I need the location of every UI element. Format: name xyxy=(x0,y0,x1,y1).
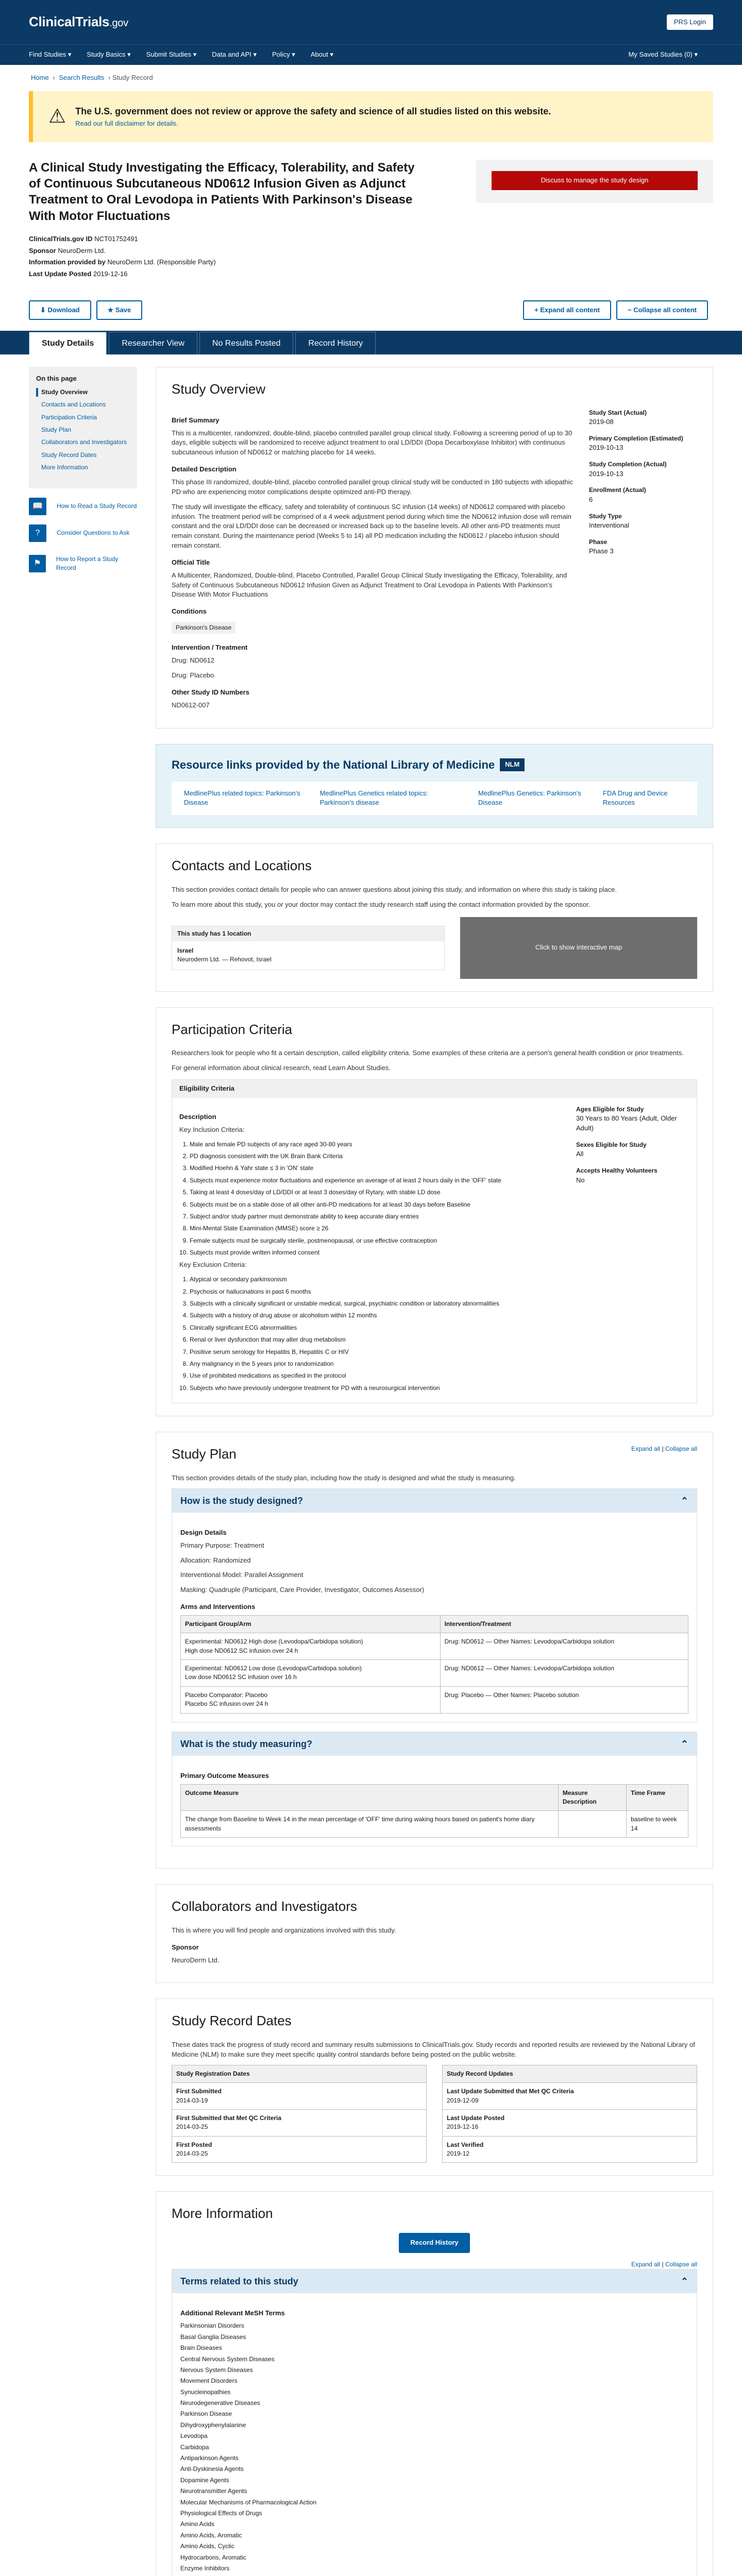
dates-section xyxy=(156,1998,713,2176)
contacts-text-2: To learn more about this study, you or your doctor may contact the study research staff using the contact information provided by the sponsor. xyxy=(172,900,591,908)
study-meta xyxy=(0,224,742,290)
sidebar-item-more[interactable]: More Information xyxy=(41,464,88,471)
fact-value: 2019-10-13 xyxy=(589,469,623,478)
other-id: ND0612-007 xyxy=(172,701,210,709)
fact-label: Ages Eligible for Study xyxy=(576,1105,644,1113)
overview-heading: Study Overview xyxy=(172,381,266,397)
fact-value: Interventional xyxy=(589,521,630,530)
chevron-up-icon: ⌃ xyxy=(680,1738,688,1749)
official-title: A Multicenter, Randomized, Double-blind, Placebo Controlled, Parallel Group Clinical Study Investigating the Efficacy, Tolerability, and Safety of Continuous Subcutaneous ND0612 Infusion Given as Adjunct Treatment to Oral Levodopa in Patients With Parkinson's Disease With Motor Fluctuations xyxy=(172,571,567,599)
study-overview-section xyxy=(156,367,713,728)
location-site: Neuroderm Ltd. — Rehovot, Israel xyxy=(177,956,272,963)
disclaimer-alert xyxy=(29,91,713,142)
updated-value: 2019-12-16 xyxy=(93,270,128,278)
list-item: 9. Use of prohibited medications as specified in the protocol xyxy=(190,1371,561,1380)
list-item: 10. Subjects must provide written informed consent xyxy=(190,1248,561,1257)
mesh-term: Levodopa xyxy=(180,2432,208,2440)
more-collapse-all[interactable]: Collapse all xyxy=(665,2261,697,2268)
collab-sponsor: NeuroDerm Ltd. xyxy=(172,1956,220,1964)
tab-record-history[interactable]: Record History xyxy=(295,332,376,354)
mesh-term: Brain Diseases xyxy=(180,2344,222,2352)
sidebar-item-overview[interactable]: Study Overview xyxy=(36,388,130,397)
sidebar-item-collaborators[interactable]: Collaborators and Investigators xyxy=(41,438,127,446)
nav-find-studies[interactable]: Find Studies ▾ xyxy=(29,50,72,59)
fact-label: Accepts Healthy Volunteers xyxy=(576,1167,657,1175)
nav-study-basics[interactable]: Study Basics ▾ xyxy=(87,50,131,59)
breadcrumb-current: Study Record xyxy=(112,74,153,81)
mesh-term: Amino Acids, Cyclic xyxy=(180,2543,234,2550)
prs-login-button[interactable]: PRS Login xyxy=(667,14,713,30)
sponsor-value: NeuroDerm Ltd. xyxy=(58,246,106,255)
conditions-label: Conditions xyxy=(172,607,207,616)
detailed-description-2: The study will investigate the efficacy, safety and tolerability of continuous SC infusion (14 weeks) of ND0612 compared with placebo infusion. The treatment period will be comprised of a 4 week adjustment period during which time the ND0612 infusion dose will remain constant and the oral LD/DDI dose can be decreased or increased back up to the baseline levels. All other anti-PD treatments must remain constant. During the maintenance period (Weeks 5 to 14) all PD medication including the ND0612 / placebo infusion should remain constant. xyxy=(172,502,571,550)
book-icon: 📖 xyxy=(29,498,46,515)
help-read-record[interactable]: 📖 How to Read a Study Record xyxy=(29,498,137,515)
table-header: Intervention/Treatment xyxy=(440,1615,688,1633)
list-item: 7. Subject and/or study partner must demonstrate ability to keep accurate diary entries xyxy=(190,1212,561,1221)
collab-sponsor-label: Sponsor xyxy=(172,1943,199,1951)
list-item: 1. Male and female PD subjects of any race aged 30-80 years xyxy=(190,1140,561,1149)
update-dates-table: Study Record Updates Last Update Submitted that Met QC Criteria 2019-12-09 Last Update Posted 2019-12-16 Last Verified 2019-12 xyxy=(442,2065,697,2163)
sidebar xyxy=(29,367,137,2576)
contacts-section xyxy=(156,843,713,991)
criteria-text: Researchers look for people who fit a certain description, called eligibility criteria. Some examples of these criteria are a person's general health condition or prior treatments. xyxy=(172,1049,684,1057)
nav-policy[interactable]: Policy ▾ xyxy=(272,50,295,59)
info-label: Information provided by xyxy=(29,258,106,266)
terms-accordion-header[interactable]: Terms related to this study ⌃ xyxy=(172,2269,697,2293)
design-details-label: Design Details xyxy=(180,1528,227,1536)
description-label: Description xyxy=(179,1112,216,1121)
inclusion-label: Key Inclusion Criteria: xyxy=(179,1125,245,1133)
chevron-up-icon: ⌃ xyxy=(680,2276,688,2287)
outcome-table: Outcome Measure Measure Description Time Frame The change from Baseline to Week 14 in the mean percentage of 'OFF' time during waking hours based on patient's home diary assessments baseline to week 14 xyxy=(180,1784,688,1838)
sidebar-item-criteria[interactable]: Participation Criteria xyxy=(41,413,97,421)
condition-chip[interactable]: Parkinson's Disease xyxy=(172,622,235,634)
nct-label: ClinicalTrials.gov ID xyxy=(29,234,93,243)
terms-accordion xyxy=(172,2269,697,2576)
nlm-link[interactable]: MedlinePlus Genetics: Parkinson's Disease xyxy=(478,789,581,807)
list-item: 8. Any malignancy in the 5 years prior to randomization xyxy=(190,1360,561,1368)
mesh-term: Movement Disorders xyxy=(180,2377,238,2385)
arms-table xyxy=(180,1615,688,1714)
collaborators-section xyxy=(156,1884,713,1983)
mesh-terms-label: Additional Relevant MeSH Terms xyxy=(180,2309,285,2317)
disclaimer-link[interactable]: Read our full disclaimer for details. xyxy=(75,120,178,128)
record-history-button[interactable]: Record History xyxy=(399,2233,469,2253)
brief-summary-label: Brief Summary xyxy=(172,416,220,424)
fact-label: Primary Completion (Estimated) xyxy=(589,434,683,442)
save-button[interactable]: ★ Save xyxy=(96,300,143,320)
mesh-term: Amino Acids, Aromatic xyxy=(180,2531,242,2539)
intervention-item: Drug: ND0612 xyxy=(172,656,215,665)
mesh-term: Parkinson Disease xyxy=(180,2410,232,2418)
sidebar-heading: On this page xyxy=(36,375,77,383)
mesh-term: Dopamine Agents xyxy=(180,2476,229,2484)
mesh-term: Anti-Dyskinesia Agents xyxy=(180,2465,244,2473)
dates-heading: Study Record Dates xyxy=(172,2013,292,2029)
nlm-link[interactable]: MedlinePlus related topics: Parkinson's Disease xyxy=(184,789,300,807)
mesh-term: Antiparkinson Agents xyxy=(180,2454,239,2462)
table-row: Experimental: ND0612 Low dose (Levodopa/Carbidopa solution) Low dose ND0612 SC infusion over 16 h Drug: ND0612 — Other Names: Levodopa/Carbidopa solution xyxy=(181,1660,688,1687)
question-icon: ? xyxy=(29,524,46,542)
nav-data-api[interactable]: Data and API ▾ xyxy=(212,50,257,59)
nlm-title: Resource links provided by the National Library of Medicine xyxy=(172,758,495,771)
arms-label: Arms and Interventions xyxy=(180,1603,256,1611)
contacts-text: This section provides contact details for people who can answer questions about joining this study, and information on where this study is taking place. xyxy=(172,885,617,893)
collab-heading: Collaborators and Investigators xyxy=(172,1899,357,1914)
overview-facts xyxy=(589,409,697,716)
list-item: 3. Subjects with a clinically significant or unstable medical, surgical, psychiatric condition or laboratory abnormalities xyxy=(190,1299,561,1308)
nct-id: NCT01752491 xyxy=(94,234,138,243)
design-item: Primary Purpose: Treatment xyxy=(180,1541,264,1549)
mesh-term: Amino Acids xyxy=(180,2520,215,2528)
fact-label: Study Completion (Actual) xyxy=(589,461,667,468)
mesh-term: Carbidopa xyxy=(180,2443,209,2451)
fact-value: No xyxy=(576,1176,585,1184)
breadcrumb: Home › Search Results › Study Record xyxy=(31,74,153,81)
alert-title: The U.S. government does not review or approve the safety and science of all studies listed on this website. xyxy=(75,106,551,116)
more-expand-all[interactable]: Expand all xyxy=(631,2261,661,2268)
nlm-resources xyxy=(156,744,713,828)
fact-value: 6 xyxy=(589,495,593,503)
mesh-term: Synucleinopathies xyxy=(180,2388,231,2396)
collapse-all-button[interactable]: − Collapse all content xyxy=(616,300,708,320)
nlm-link[interactable]: FDA Drug and Device Resources xyxy=(602,789,668,807)
mesh-term: Parkinsonian Disorders xyxy=(180,2322,245,2330)
mesh-term: Central Nervous System Diseases xyxy=(180,2355,275,2363)
collab-text: This is where you will find people and organizations involved with this study. xyxy=(172,1926,396,1934)
exclusion-list xyxy=(179,1275,561,1393)
fact-label: Study Type xyxy=(589,512,622,520)
list-item: 6. Subjects must be on a stable dose of all other anti-PD medications for at least 30 days before Baseline xyxy=(190,1200,561,1209)
criteria-heading: Participation Criteria xyxy=(172,1021,293,1037)
dates-text: These dates track the progress of study record and summary results submissions to ClinicalTrials.gov. Study records and reported results are reviewed by the National Library of Medicine (NLM) to make sure they meet specific quality control standards before being posted on the public website. xyxy=(172,2041,695,2058)
list-item: 5. Taking at least 4 doses/day of LD/DDI or at least 3 doses/day of Rytary, with stable LD dose xyxy=(190,1188,561,1197)
mesh-term: Enzyme Inhibitors xyxy=(180,2564,230,2572)
fact-value: 2019-08 xyxy=(589,418,614,426)
list-item: 4. Subjects must experience motor fluctuations and experience an average of at least 2 hours daily in the 'OFF' state xyxy=(190,1176,561,1185)
list-item: 6. Renal or liver dysfunction that may alter drug metabolism xyxy=(190,1335,561,1344)
tab-no-results[interactable]: No Results Posted xyxy=(199,332,294,354)
list-item: 2. PD diagnosis consistent with the UK Brain Bank Criteria xyxy=(190,1152,561,1161)
measure-accordion xyxy=(172,1732,697,1847)
more-info-section: More Information Record History Expand all | Collapse all Terms related to this study ⌃ Additional Relevant MeSH Terms Parkinsonian Disorders Basal Ganglia Diseases Brain Diseases Central Nervous System Diseases Nervous System Diseases Movement Disorders Synucleinopathies Neurodegenerative Diseases Parkinson Disease Dihydroxyphenylalanine Levodopa Carbidopa Antiparkinson Agents Anti-Dyskinesia Agents Dopamine Agents Neurotransmitter Agents Molecular Mechanisms of Pharmacological Action Physiological Effects of Drugs Amino Acids Amino Acids, Aromatic Amino Acids, Cyclic Hydrocarbons, Aromatic Enzyme Inhibitors xyxy=(156,2191,713,2576)
intervention-label: Intervention / Treatment xyxy=(172,643,248,652)
nlm-link[interactable]: MedlinePlus Genetics related topics: Parkinson's disease xyxy=(319,789,428,807)
fact-value: All xyxy=(576,1150,584,1158)
primary-outcome-label: Primary Outcome Measures xyxy=(180,1771,269,1780)
list-item: 9. Female subjects must be surgically sterile, postmenopausal, or use effective contraception xyxy=(190,1236,561,1245)
location-count: This study has 1 location xyxy=(172,926,444,941)
list-item: 10. Subjects who have previously undergone treatment for PD with a neurosurgical intervention xyxy=(190,1384,561,1393)
official-title-label: Official Title xyxy=(172,558,210,566)
chevron-up-icon: ⌃ xyxy=(680,1495,688,1506)
criteria-section xyxy=(156,1007,713,1417)
table-row: Placebo Comparator: Placebo Placebo SC infusion over 24 h Drug: Placebo — Other Names: Placebo solution xyxy=(181,1686,688,1713)
fact-label: Phase xyxy=(589,538,608,546)
table-row: Experimental: ND0612 High dose (Levodopa/Carbidopa solution) High dose ND0612 SC infusion over 24 h Drug: ND0612 — Other Names: Levodopa/Carbidopa solution xyxy=(181,1633,688,1660)
list-item: 2. Psychosis or hallucinations in past 6 months xyxy=(190,1287,561,1296)
list-item: 3. Modified Hoehn & Yahr state ≤ 3 in 'ON' state xyxy=(190,1164,561,1173)
expand-all-button[interactable]: + Expand all content xyxy=(523,300,611,320)
help-report[interactable]: ⚑ How to Report a Study Record xyxy=(29,551,137,577)
mesh-term: Basal Ganglia Diseases xyxy=(180,2333,246,2341)
list-item: 7. Positive serum serology for Hepatitis B, Hepatitis C or HIV xyxy=(190,1348,561,1357)
design-item: Allocation: Randomized xyxy=(180,1556,251,1564)
breadcrumb-home[interactable]: Home xyxy=(31,74,49,81)
brief-summary: This is a multicenter, randomized, double-blind, placebo controlled parallel group clinical study. Following a screening period of up to 30 days, eligible subjects will be randomized to receive adjunct treatment to oral LD/DDI (Dopa Decarboxylase Inhibitor) with continuous subcutaneous infusion of ND0612 or matching placebo for 14 weeks. xyxy=(172,429,572,456)
design-accordion-header[interactable]: How is the study designed? ⌃ xyxy=(172,1489,697,1513)
fact-label: Sexes Eligible for Study xyxy=(576,1141,647,1148)
breadcrumb-search[interactable]: Search Results xyxy=(59,74,105,81)
fact-value: 2019-10-13 xyxy=(589,444,623,452)
list-item: 1. Atypical or secondary parkinsonism xyxy=(190,1275,561,1284)
criteria-text-2: For general information about clinical research, read Learn About Studies. xyxy=(172,1064,391,1072)
plan-expand-all[interactable]: Expand all xyxy=(631,1445,661,1453)
contacts-heading: Contacts and Locations xyxy=(172,858,312,874)
design-note[interactable]: Discuss to manage the study design xyxy=(492,171,698,190)
mesh-term: Neurotransmitter Agents xyxy=(180,2487,247,2495)
download-button[interactable]: ⬇ Download xyxy=(29,300,91,320)
site-header xyxy=(0,0,742,65)
eligibility-box-title: Eligibility Criteria xyxy=(172,1080,697,1098)
sidebar-item-contacts[interactable]: Contacts and Locations xyxy=(41,401,106,409)
updated-label: Last Update Posted xyxy=(29,270,92,278)
help-questions[interactable]: ? Consider Questions to Ask xyxy=(29,524,137,542)
location-country: Israel xyxy=(177,946,194,954)
sponsor-label: Sponsor xyxy=(29,246,56,255)
location-map[interactable]: Click to show interactive map xyxy=(460,917,697,979)
sidebar-item-plan[interactable]: Study Plan xyxy=(41,426,72,434)
list-item: 8. Mini-Mental State Examination (MMSE) score ≥ 26 xyxy=(190,1224,561,1233)
mesh-term: Molecular Mechanisms of Pharmacological Action xyxy=(180,2498,317,2506)
mesh-term: Nervous System Diseases xyxy=(180,2366,253,2374)
table-header: Participant Group/Arm xyxy=(181,1615,441,1633)
detailed-description: This phase III randomized, double-blind, placebo controlled parallel group clinical study will be conducted in 180 subjects with idiopathic PD who are experiencing motor complications despite optimized anti-PD therapy. xyxy=(172,478,574,496)
registration-dates-table: Study Registration Dates First Submitted 2014-03-19 First Submitted that Met QC Criteria 2014-03-25 First Posted 2014-03-25 xyxy=(172,2065,427,2163)
fact-value: Phase 3 xyxy=(589,547,614,555)
study-tabs xyxy=(0,331,742,354)
top-nav xyxy=(0,44,742,65)
exclusion-label: Key Exclusion Criteria: xyxy=(179,1261,247,1269)
plan-collapse-all[interactable]: Collapse all xyxy=(665,1445,697,1453)
fact-label: Study Start (Actual) xyxy=(589,409,647,416)
other-ids-label: Other Study ID Numbers xyxy=(172,688,249,697)
nav-submit-studies[interactable]: Submit Studies ▾ xyxy=(146,50,197,59)
info-value: NeuroDerm Ltd. (Responsible Party) xyxy=(107,258,216,266)
action-bar xyxy=(0,290,742,331)
fact-value: 30 Years to 80 Years (Adult, Older Adult) xyxy=(576,1114,677,1132)
design-accordion xyxy=(172,1488,697,1722)
site-logo[interactable]: ClinicalTrials.gov xyxy=(29,14,128,30)
mesh-term: Neurodegenerative Diseases xyxy=(180,2399,260,2407)
sidebar-item-dates[interactable]: Study Record Dates xyxy=(41,451,97,459)
detailed-description-label: Detailed Description xyxy=(172,465,237,473)
mesh-term: Physiological Effects of Drugs xyxy=(180,2509,262,2517)
plan-text: This section provides details of the study plan, including how the study is designed and what the study is measuring. xyxy=(172,1473,516,1482)
design-note-box xyxy=(476,160,713,203)
nlm-badge: NLM xyxy=(500,758,525,771)
saved-studies-link[interactable]: My Saved Studies (0) ▾ xyxy=(628,50,698,59)
flag-icon: ⚑ xyxy=(29,555,46,572)
study-title: A Clinical Study Investigating the Efficacy, Tolerability, and Safety of Continuous Subcutaneous ND0612 Infusion Given as Adjunct Treatment to Oral Levodopa in Patients With Parkinson's Disease With Motor Fluctuations xyxy=(29,160,415,223)
tab-researcher-view[interactable]: Researcher View xyxy=(109,332,197,354)
more-heading: More Information xyxy=(172,2206,273,2222)
list-item: 4. Subjects with a history of drug abuse or alcoholism within 12 months xyxy=(190,1311,561,1320)
intervention-item: Drug: Placebo xyxy=(172,671,214,680)
study-plan-section: Expand all | Collapse all Study Plan This section provides details of the study plan, including how the study is designed and what the study is measuring. How is the study designed? ⌃ Design Details Primary Purpose: Treatment Allocation: Randomized Interventional Model: Parallel Assignment Masking: Quadruple (Participant, Care Provider, Investigator, Outcomes Assessor) Arms and Interventions Participant Group/Arm Intervention/Treatment Experimental: ND0612 High dose (Levodopa/Carbidopa solution) High dose ND0612 SC infusion over 24 h Drug: ND0612 — Other Names: Levodopa/Carbidopa solution Experimental: ND0612 Low dose (Levodopa/Carbidopa solution) Low dose ND0612 SC infusion over 16 h Drug: ND0612 — Other Names: Levodopa/Carbidopa solution Placebo Comparator: Placebo Placebo SC infusion over 24 h Drug: Placebo — Other Names: Placebo solution What is the study measuring? ⌃ Primary Outcome Measures Outcome Measure Measure Description Time Frame The change from Baseline to Week 14 in the mean percentage of 'OFF' time during waking hours based on patient's home diary assessments baseline to week 14 xyxy=(156,1432,713,1869)
design-item: Masking: Quadruple (Participant, Care Provider, Investigator, Outcomes Assessor) xyxy=(180,1586,425,1594)
tab-study-details[interactable]: Study Details xyxy=(29,332,107,354)
list-item: 5. Clinically significant ECG abnormalities xyxy=(190,1324,561,1332)
table-row: The change from Baseline to Week 14 in the mean percentage of 'OFF' time during waking hours based on patient's home diary assessments baseline to week 14 xyxy=(181,1811,688,1838)
mesh-term: Dihydroxyphenylalanine xyxy=(180,2421,246,2429)
plan-heading: Study Plan xyxy=(172,1446,237,1462)
design-item: Interventional Model: Parallel Assignment xyxy=(180,1571,303,1579)
nav-about[interactable]: About ▾ xyxy=(310,50,333,59)
warning-icon: ⚠ xyxy=(48,105,66,127)
inclusion-list xyxy=(179,1140,561,1258)
fact-label: Enrollment (Actual) xyxy=(589,486,646,494)
mesh-term: Hydrocarbons, Aromatic xyxy=(180,2553,247,2561)
measure-accordion-header[interactable]: What is the study measuring? ⌃ xyxy=(172,1732,697,1756)
